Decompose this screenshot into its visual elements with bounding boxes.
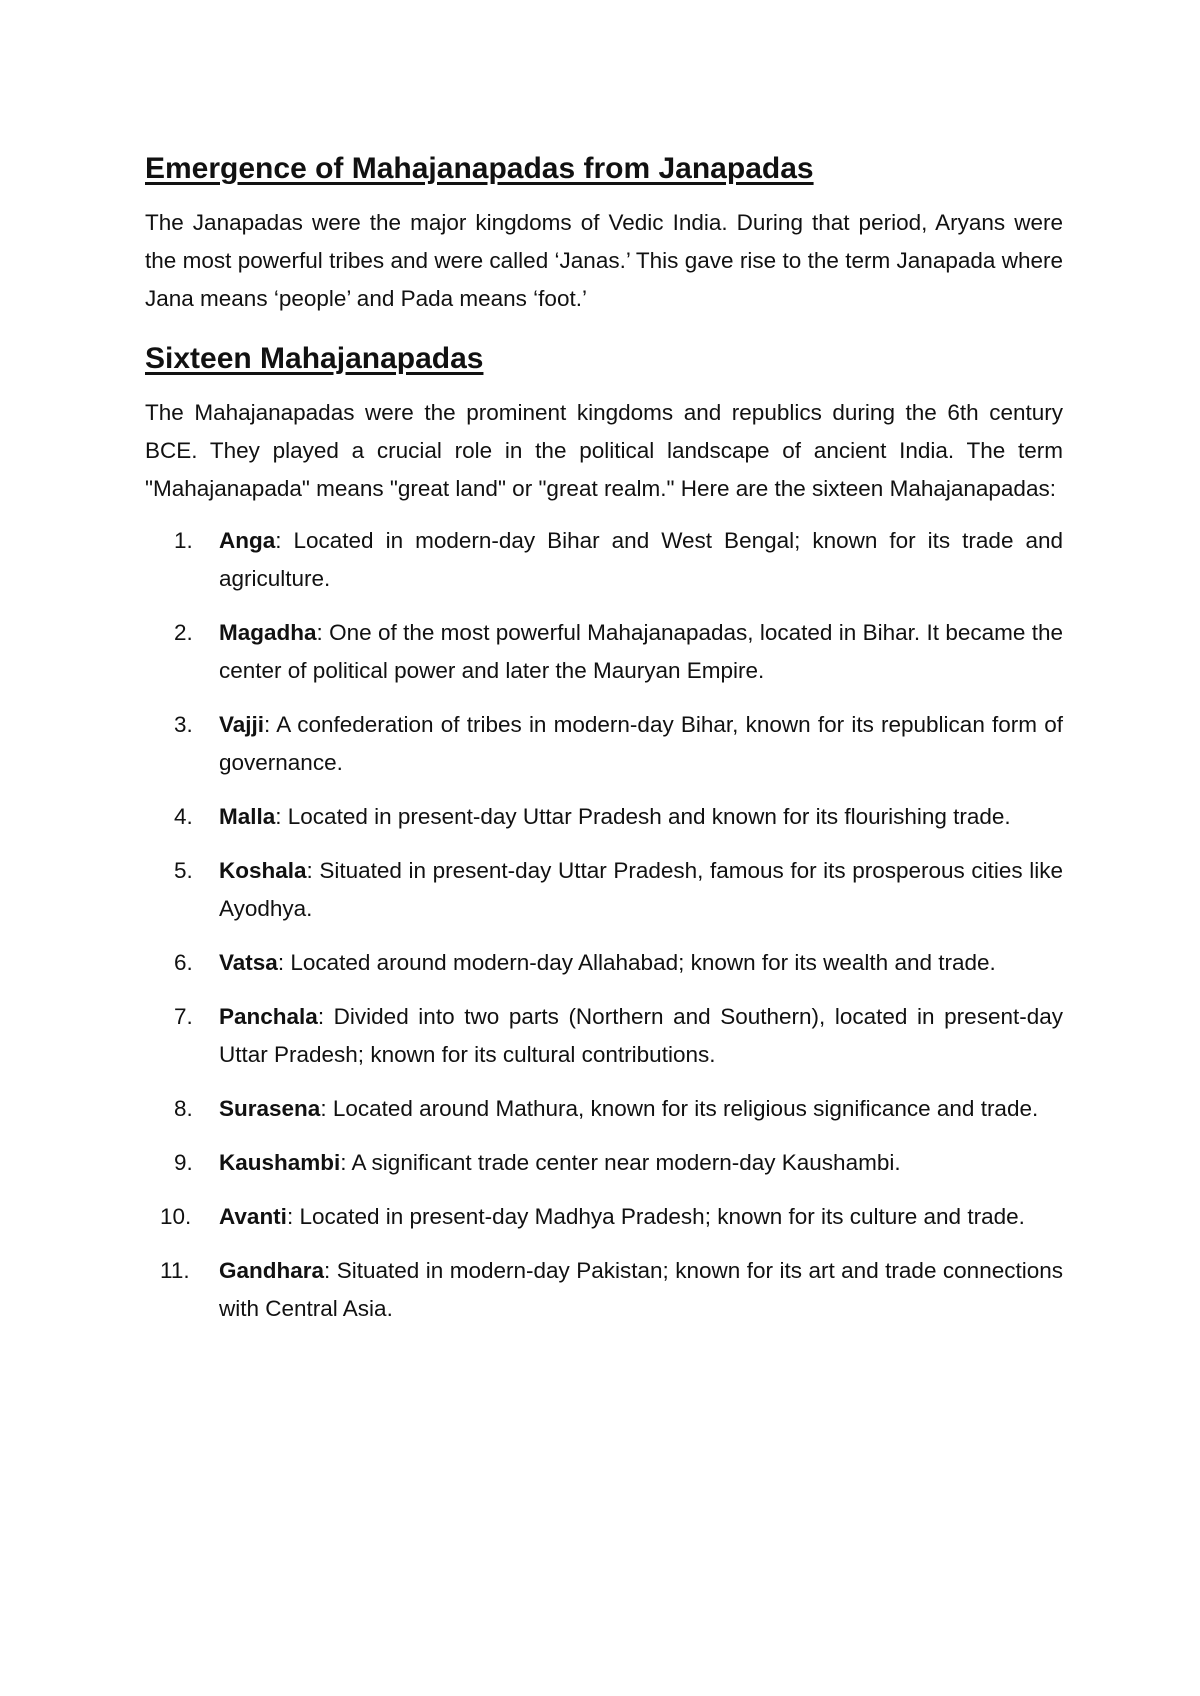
list-item-number: 9. [174, 1150, 193, 1175]
list-item [145, 944, 1063, 982]
list-item [145, 852, 1063, 928]
list-item-name: Kaushambi [219, 1150, 341, 1175]
list-item-number: 7. [174, 1004, 193, 1029]
list-item-number: 11. [160, 1258, 190, 1283]
document-page [145, 150, 1063, 1344]
list-item-description: : Located in modern-day Bihar and West Bengal; known for its trade and agriculture. [219, 528, 1063, 591]
list-item [145, 1144, 1063, 1182]
list-item-name: Panchala [219, 1004, 318, 1029]
list-item-number: 4. [174, 804, 193, 829]
list-item-name: Avanti [219, 1204, 287, 1229]
list-item-number: 5. [174, 858, 193, 883]
list-item-name: Malla [219, 804, 276, 829]
list-item [145, 1198, 1063, 1236]
list-item [145, 1252, 1063, 1328]
list-item-number: 3. [174, 712, 193, 737]
heading-emergence: Emergence of Mahajanapadas from Janapadas [145, 152, 814, 185]
list-item-description: : Located in present-day Madhya Pradesh; known for its culture and trade. [286, 1204, 1025, 1229]
list-item-description: : Divided into two parts (Northern and Southern), located in present-day Uttar Pradesh; known for its cultural contributions. [219, 1004, 1063, 1067]
list-item-description: : Situated in modern-day Pakistan; known for its art and trade connections with Central Asia. [219, 1258, 1063, 1321]
list-item [145, 798, 1063, 836]
mahajanapadas-paragraph: The Mahajanapadas were the prominent kingdoms and republics during the 6th century BCE. They played a crucial role in the political landscape of ancient India. The term "Mahajanapada" means "great land" or "great realm." Here are the sixteen Mahajanapadas: [145, 400, 1063, 501]
list-item [145, 1090, 1063, 1128]
list-item-number: 10. [160, 1204, 192, 1229]
list-item-description: : A confederation of tribes in modern-day Bihar, known for its republican form of governance. [219, 712, 1063, 775]
heading-sixteen-mahajanapadas: Sixteen Mahajanapadas [145, 342, 484, 375]
list-item-description: : Located around Mathura, known for its religious significance and trade. [320, 1096, 1039, 1121]
list-item-number: 6. [174, 950, 193, 975]
list-item-description: : Located around modern-day Allahabad; known for its wealth and trade. [277, 950, 996, 975]
list-item-description: : One of the most powerful Mahajanapadas, located in Bihar. It became the center of political power and later the Mauryan Empire. [219, 620, 1063, 683]
list-item-name: Vajji [219, 712, 265, 737]
list-item-number: 2. [174, 620, 193, 645]
list-item [145, 998, 1063, 1074]
list-item-name: Gandhara [219, 1258, 325, 1283]
list-item-number: 1. [174, 528, 193, 553]
list-item-name: Anga [219, 528, 276, 553]
list-item-description: : A significant trade center near modern-day Kaushambi. [340, 1150, 901, 1175]
list-item-name: Surasena [219, 1096, 321, 1121]
list-item-number: 8. [174, 1096, 193, 1121]
intro-paragraph: The Janapadas were the major kingdoms of Vedic India. During that period, Aryans were the most powerful tribes and were called ‘Janas.’ This gave rise to the term Janapada where Jana means ‘people’ and Pada means ‘foot.’ [145, 210, 1063, 311]
list-item [145, 706, 1063, 782]
list-item-description: : Situated in present-day Uttar Pradesh, famous for its prosperous cities like Ayodhya. [219, 858, 1063, 921]
list-item [145, 614, 1063, 690]
list-item-name: Vatsa [219, 950, 278, 975]
list-item-name: Koshala [219, 858, 307, 883]
list-item-name: Magadha [219, 620, 317, 645]
list-item [145, 522, 1063, 598]
mahajanapadas-list [145, 522, 1063, 1328]
list-item-description: : Located in present-day Uttar Pradesh and known for its flourishing trade. [275, 804, 1011, 829]
